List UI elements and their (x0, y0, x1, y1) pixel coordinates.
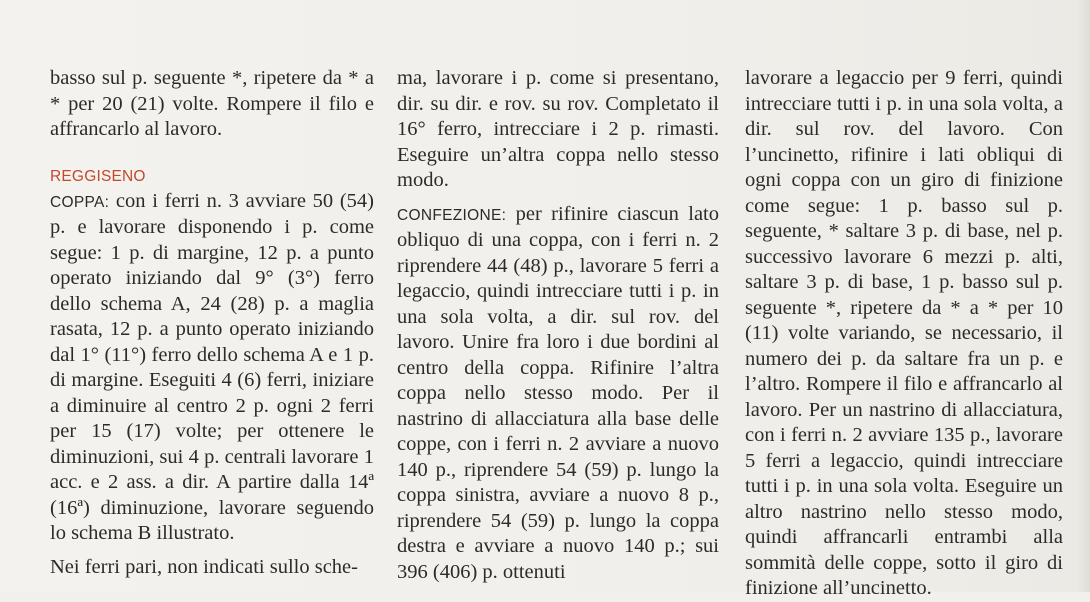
paragraph-continuation: basso sul p. seguente *, ripetere da * a * per 20 (21) volte. Rompere il filo e affrancarlo al lavoro. (50, 67, 374, 140)
paragraph-coppa-continuation: ma, lavorare i p. come si presentano, dir. su dir. e rov. su rov. Completato il 16° ferro, intrecciare i 2 p. rimasti. Eseguire un’altra coppa nello stesso modo. (397, 67, 719, 191)
section-heading-reggiseno: REGGISENO (50, 167, 146, 185)
paragraph-ferri-pari: Nei ferri pari, non indicati sullo sche- (50, 555, 358, 578)
paragraph-finishing: lavorare a legaccio per 9 ferri, quindi intrecciare tutti i p. in una sola volta, a dir. sul rov. del lavoro. Con l’uncinetto, rifinire i lati obliqui di ogni coppa con un giro di finizione come segue: 1 p. basso sul p. seguente, * saltare 3 p. di base, nel p. successivo lavorare 6 mezzi p. alti, saltare 3 p. di base, 1 p. basso sul p. seguente *, ripetere da * a * per 10 (11) volte variando, se necessario, il numero dei p. da saltare fra un p. e l’altro. Rompere il filo e affrancarlo al lavoro. Per un nastrino di allacciatura, con i ferri n. 2 avviare 135 p., lavorare 5 ferri a legaccio, quindi intrecciare tutti i p. in una sola volta. Eseguire un altro nastrino nello stesso modo, quindi affrancarli entrambi alla sommità delle coppe, sotto il giro di finizione all’uncinetto. (745, 67, 1063, 599)
text-column-2 (397, 66, 719, 585)
label-confezione: CONFEZIONE: (397, 206, 507, 224)
text-column-3 (745, 66, 1063, 602)
text-column-1 (50, 66, 374, 580)
label-coppa: COPPA: (50, 193, 110, 211)
confezione-text: per rifinire ciascun lato obliquo di una coppa, con i ferri n. 2 riprendere 44 (48) p., lavorare 5 ferri a legaccio, quindi intrecciare tutti i p. in una sola volta, a dir. sul rov. del lavoro. Unire fra loro i due bordini al centro della coppa. Rifinire l’altra coppa nello stesso modo. Per il nastrino di allacciatura alla base delle coppe, con i ferri n. 2 avviare a nuovo 140 p., riprendere 54 (59) p. lungo la coppa sinistra, avviare a nuovo 8 p., riprendere 54 (59) p. lungo la coppa destra e avviare a nuovo 140 p.; sui 396 (406) p. ottenuti (397, 202, 719, 583)
paragraph-coppa (50, 189, 374, 547)
page-edge-shadow (1076, 0, 1090, 592)
coppa-text: con i ferri n. 3 avviare 50 (54) p. e lavorare disponendo i p. come segue: 1 p. di margine, 12 p. a punto operato iniziando dal 9° (3°) ferro dello schema A, 24 (28) p. a maglia rasata, 12 p. a punto operato iniziando dal 1° (11°) ferro dello schema A e 1 p. di margine. Eseguiti 4 (6) ferri, iniziare a diminuire al centro 2 p. ogni 2 ferri per 15 (17) volte; per ottenere le diminuzioni, sui 4 p. centrali lavorare 1 acc. e 2 ass. a dir. A partire dalla 14ª (16ª) diminuzione, lavorare seguendo lo schema B illustrato. (50, 189, 374, 544)
paragraph-confezione (397, 202, 719, 586)
